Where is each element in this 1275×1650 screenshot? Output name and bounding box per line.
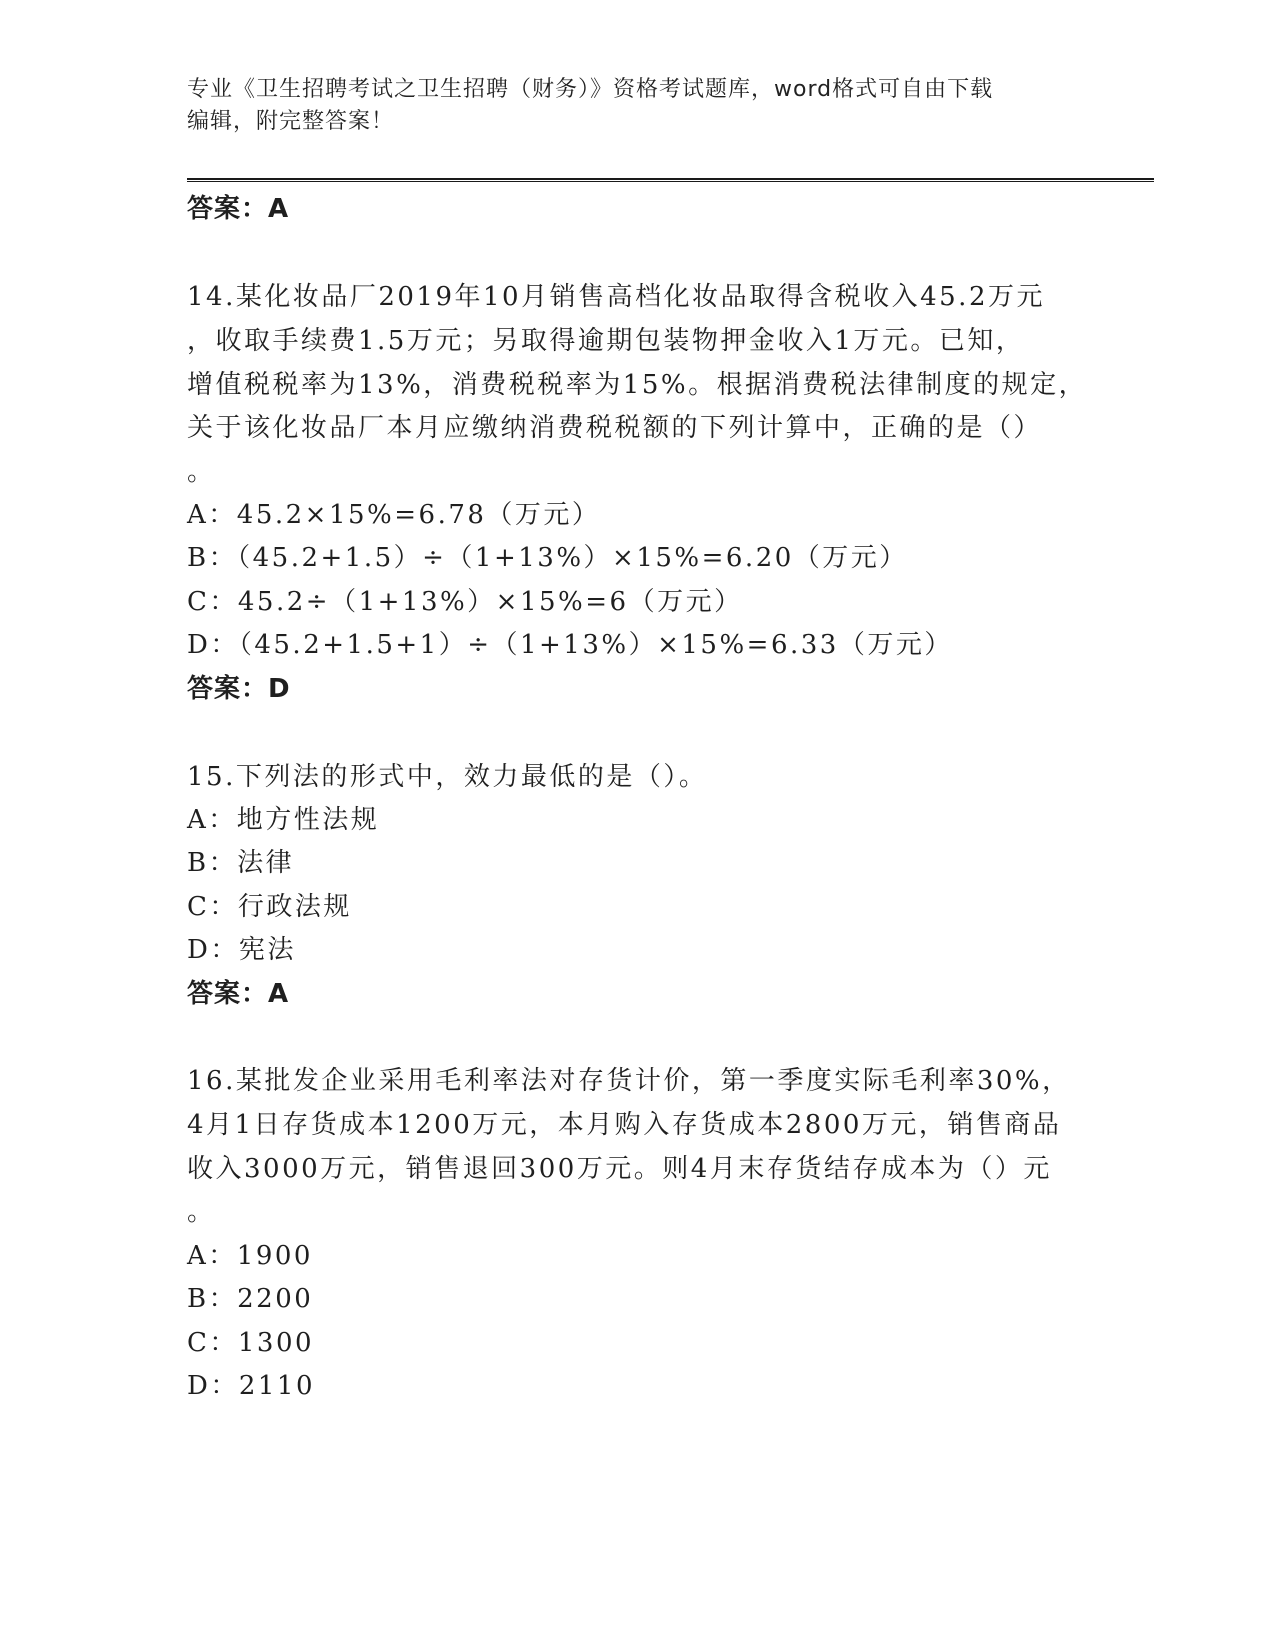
answer-q14: 答案：D (187, 674, 291, 704)
header-line-2: 编辑，附完整答案！ (187, 109, 395, 134)
q14-option-a: A：45.2×15%=6.78（万元） (187, 500, 601, 530)
q15-option-c: C：行政法规 (187, 892, 352, 922)
q14-stem-line-3: 增值税税率为13%，消费税税率为15%。根据消费税法律制度的规定， (187, 370, 1088, 400)
q14-stem-line-1: 14.某化妆品厂2019年10月销售高档化妆品取得含税收入45.2万元 (187, 282, 1045, 312)
q14-option-b: B：（45.2+1.5）÷（1+13%）×15%=6.20（万元） (187, 543, 908, 573)
q14-stem-line-4: 关于该化妆品厂本月应缴纳消费税税额的下列计算中，正确的是（） (187, 413, 1043, 443)
q16-option-c: C：1300 (187, 1328, 315, 1358)
q14-stem-line-5: 。 (187, 457, 216, 487)
q14-option-c: C：45.2÷（1+13%）×15%=6（万元） (187, 587, 743, 617)
q16-stem-line-4: 。 (187, 1197, 216, 1227)
header-line-1: 专业《卫生招聘考试之卫生招聘（财务）》资格考试题库，word格式可自由下载 (187, 77, 994, 102)
q15-option-d: D：宪法 (187, 935, 296, 965)
answer-q15: 答案：A (187, 979, 290, 1009)
q15-option-a: A：地方性法规 (187, 805, 380, 835)
q15-option-b: B：法律 (187, 848, 295, 878)
q16-stem-line-2: 4月1日存货成本1200万元，本月购入存货成本2800万元，销售商品 (187, 1110, 1062, 1140)
q16-option-d: D：2110 (187, 1371, 316, 1401)
q16-stem-line-3: 收入3000万元，销售退回300万元。则4月末存货结存成本为（）元 (187, 1154, 1052, 1184)
q16-option-b: B：2200 (187, 1284, 314, 1314)
q14-stem-line-2: ，收取手续费1.5万元；另取得逾期包装物押金收入1万元。已知， (187, 326, 1025, 356)
header-divider (187, 178, 1154, 182)
answer-q13: 答案：A (187, 194, 290, 224)
q14-option-d: D：（45.2+1.5+1）÷（1+13%）×15%=6.33（万元） (187, 630, 953, 660)
q16-stem-line-1: 16.某批发企业采用毛利率法对存货计价，第一季度实际毛利率30%， (187, 1066, 1071, 1096)
q15-stem-line-1: 15.下列法的形式中，效力最低的是（）。 (187, 762, 708, 792)
q16-option-a: A：1900 (187, 1241, 313, 1271)
document-header (187, 74, 1087, 138)
